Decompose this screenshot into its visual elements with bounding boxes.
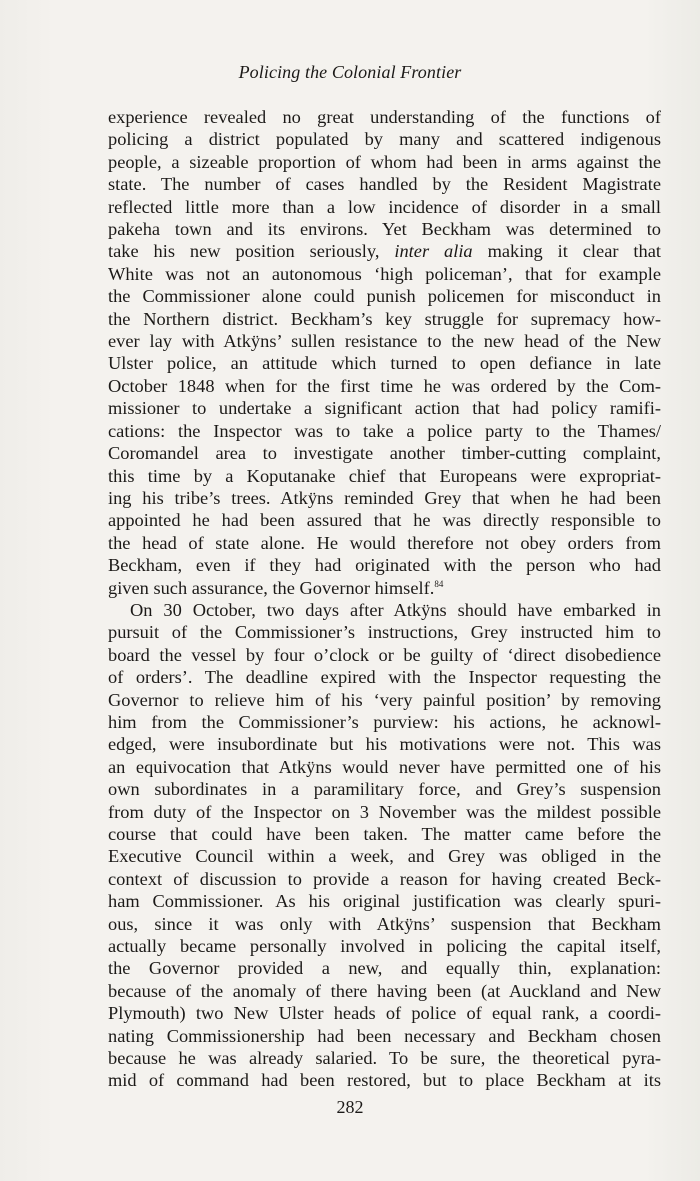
text-line: an equivocation that Atkÿns would never have permitted one of his — [108, 756, 661, 777]
text-line: the Northern district. Beckham’s key struggle for supremacy how- — [108, 308, 661, 329]
text-line: White was not an autonomous ‘high policeman’, that for example — [108, 263, 661, 284]
text-line: people, a sizeable proportion of whom had been in arms against the — [108, 151, 661, 172]
text-line: context of discussion to provide a reason for having created Beck- — [108, 868, 661, 889]
text-line: of orders’. The deadline expired with the Inspector requesting the — [108, 667, 661, 688]
text-line: the head of state alone. He would therefore not obey orders from — [108, 532, 661, 553]
text-line: appointed he had been assured that he was directly responsible to — [108, 510, 661, 531]
text-line: experience revealed no great understanding of the functions of — [108, 107, 661, 127]
text-line: Ulster police, an attitude which turned to open defiance in late — [108, 353, 661, 374]
text-line: from duty of the Inspector on 3 November was the mildest possible — [108, 801, 661, 822]
text-line: policing a district populated by many and scattered indigenous — [108, 129, 661, 150]
text-segment: take his new position seriously, — [108, 241, 395, 262]
text-line: board the vessel by four o’clock or be guilty of ‘direct disobedience — [108, 644, 661, 665]
running-head: Policing the Colonial Frontier — [238, 62, 462, 82]
text-line: state. The number of cases handled by the Resident Magistrate — [108, 174, 661, 195]
text-line: pakeha town and its environs. Yet Beckham was determined to — [108, 219, 661, 240]
text-line: ing his tribe’s trees. Atkÿns reminded Grey that when he had been — [108, 487, 661, 508]
text-line: this time by a Koputanake chief that Europeans were expropriat- — [108, 465, 661, 486]
text-line: pursuit of the Commissioner’s instructions, Grey instructed him to — [108, 622, 661, 643]
text-line: him from the Commissioner’s purview: his actions, he acknowl- — [108, 711, 661, 732]
text-line: missioner to undertake a significant action that had policy ramifi- — [108, 398, 661, 419]
text-line: cations: the Inspector was to take a police party to the Thames/ — [108, 420, 661, 441]
text-line: reflected little more than a low incidence of disorder in a small — [108, 196, 661, 217]
text-line: because of the anomaly of there having been (at Auckland and New — [108, 980, 661, 1001]
text-line: own subordinates in a paramilitary force, and Grey’s suspension — [108, 779, 661, 800]
text-line: ham Commissioner. As his original justification was clearly spuri- — [108, 891, 661, 912]
text-segment: making it clear that — [487, 241, 661, 262]
text-line: nating Commissionership had been necessary and Beckham chosen — [108, 1025, 661, 1046]
text-line: course that could have been taken. The matter came before the — [108, 824, 661, 844]
italic-phrase: inter alia — [394, 241, 473, 262]
text-line: edged, were insubordinate but his motivations were not. This was — [108, 734, 661, 755]
text-line: On 30 October, two days after Atkÿns should have embarked in — [130, 599, 661, 620]
text-line: because he was already salaried. To be sure, the theoretical pyra- — [108, 1048, 661, 1069]
paragraph-2 — [108, 599, 661, 1092]
text-line: mid of command had been restored, but to place Beckham at its — [108, 1070, 661, 1091]
text-line: the Governor provided a new, and equally thin, explanation: — [108, 958, 661, 979]
footnote-reference[interactable]: 84 — [434, 578, 444, 589]
text-line: ous, since it was only with Atkÿns’ suspension that Beckham — [108, 913, 661, 934]
text-segment: given such assurance, the Governor himself. — [108, 577, 435, 598]
text-line: Executive Council within a week, and Grey was obliged in the — [108, 846, 661, 867]
text-line: Governor to relieve him of his ‘very painful position’ by removing — [108, 689, 661, 710]
text-line — [108, 577, 661, 599]
text-line — [108, 240, 661, 262]
text-line: October 1848 when for the first time he was ordered by the Com- — [108, 375, 661, 396]
text-line: the Commissioner alone could punish policemen for misconduct in — [108, 286, 661, 307]
paragraph-1 — [108, 106, 661, 599]
text-line: Plymouth) two New Ulster heads of police of equal rank, a coordi- — [108, 1003, 661, 1024]
text-line: actually became personally involved in policing the capital itself, — [108, 936, 661, 957]
page-number: 282 — [336, 1097, 364, 1117]
body-text — [108, 106, 661, 1092]
text-line: Coromandel area to investigate another timber-cutting complaint, — [108, 443, 661, 464]
text-line: Beckham, even if they had originated with the person who had — [108, 555, 661, 576]
text-line: ever lay with Atkÿns’ sullen resistance to the new head of the New — [108, 331, 661, 352]
